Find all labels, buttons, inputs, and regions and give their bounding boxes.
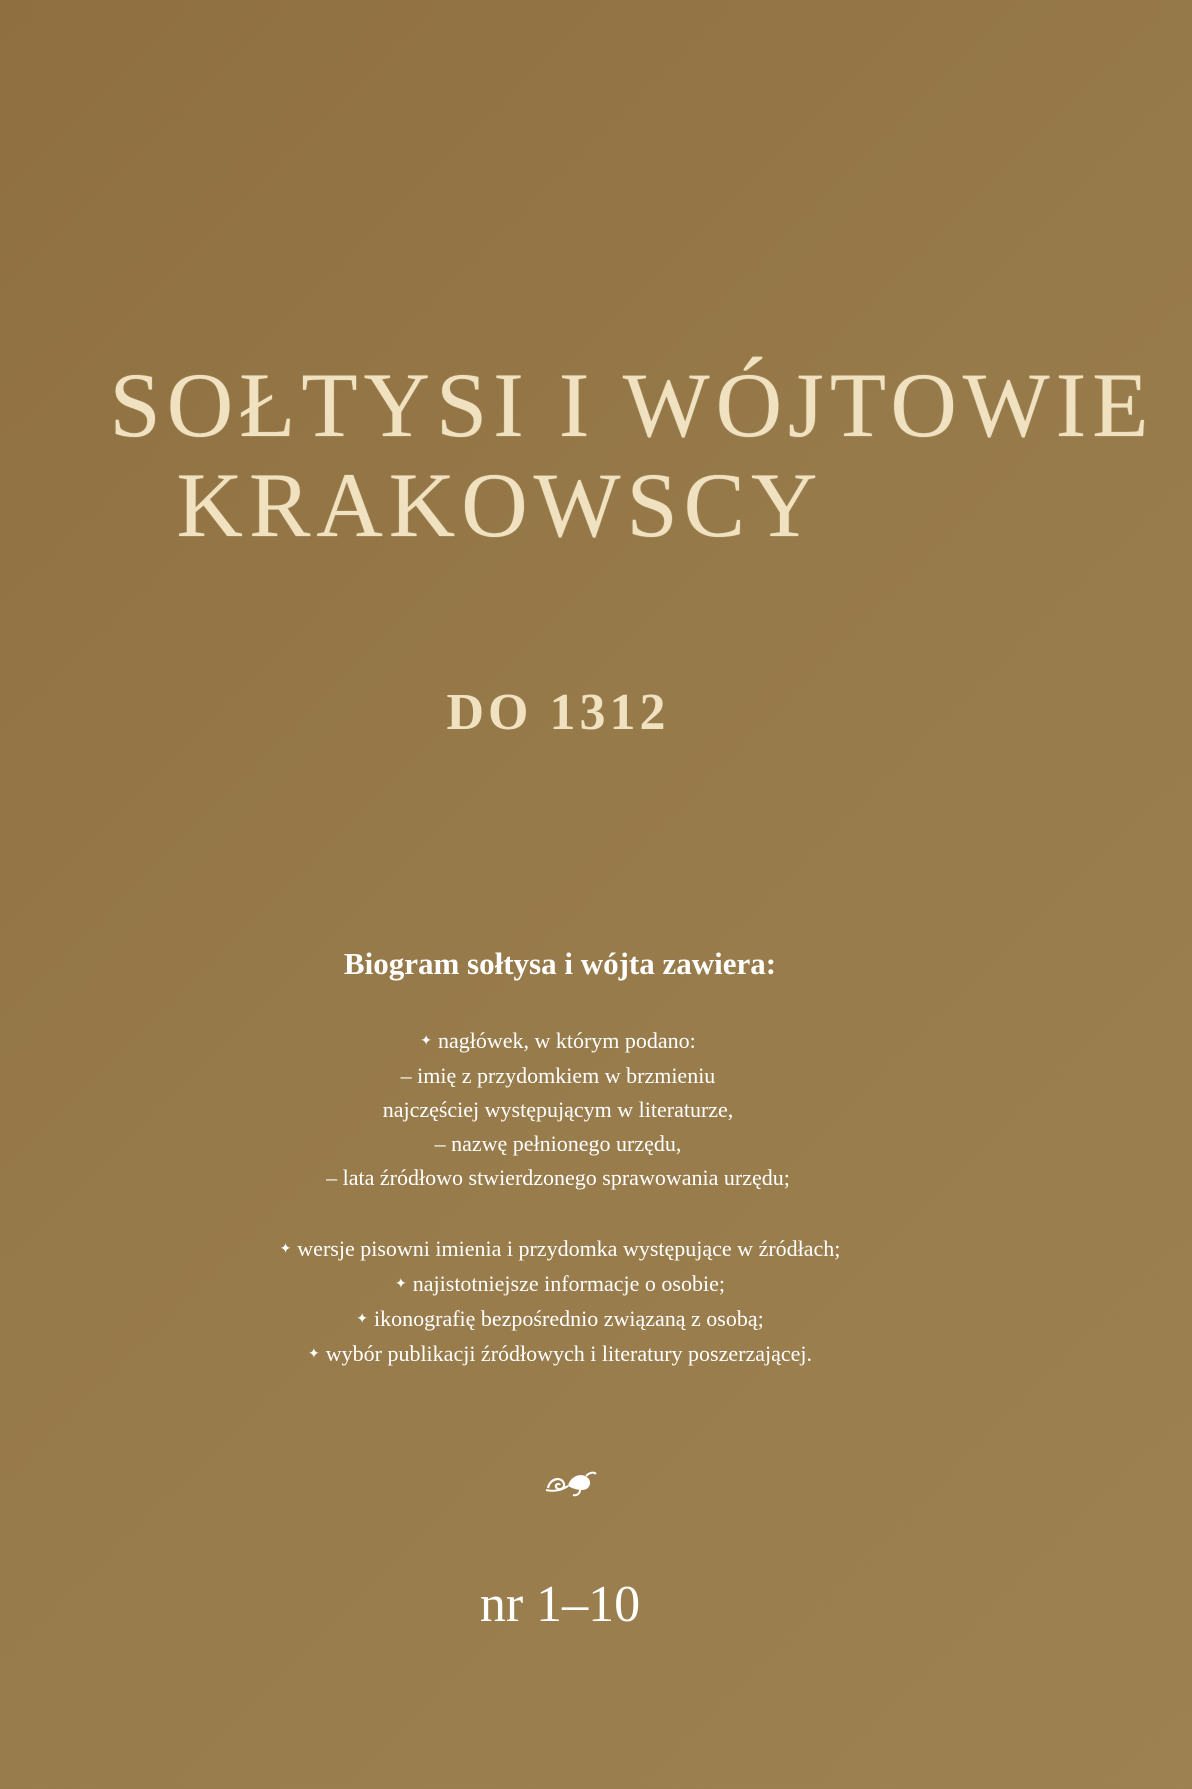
subtitle: DO 1312 (446, 684, 670, 741)
bullet-icon: ✦ (356, 1312, 368, 1327)
header-description-list (0, 1024, 1154, 1195)
list-item: ✦ najistotniejsze informacje o osobie; (395, 1271, 725, 1296)
contents-list (0, 1232, 1156, 1372)
list-item: – imię z przydomkiem w brzmieniu (400, 1063, 716, 1088)
bullet-icon: ✦ (279, 1242, 292, 1257)
list-item: – nazwę pełnionego urzędu, (434, 1131, 682, 1156)
bullet-icon: ✦ (308, 1347, 320, 1362)
list-item (0, 1024, 1154, 1059)
contents-heading: Biogram sołtysa i wójta zawiera: (343, 946, 777, 981)
list-item: ✦ wersje pisowni imienia i przydomka występujące w źródłach; (279, 1236, 841, 1261)
title-line-1: SOŁTYSI I WÓJTOWIE (109, 354, 1155, 456)
list-item: ✦ ikonografię bezpośrednio związaną z osobą; (356, 1306, 764, 1331)
issue-number: nr 1–10 (479, 1576, 641, 1633)
fleuron-icon (540, 1462, 600, 1502)
list-item: ✦ wybór publikacji źródłowych i literatury poszerzającej. (308, 1341, 812, 1366)
title-line-2: KRAKOWSCY (176, 454, 824, 556)
bullet-icon: ✦ (395, 1277, 407, 1292)
list-item: – lata źródłowo stwierdzonego sprawowania urzędu; (326, 1165, 790, 1190)
list-item: najczęściej występującym w literaturze, (382, 1097, 734, 1122)
header-intro: nagłówek, w którym podano: (437, 1028, 696, 1053)
bullet-icon: ✦ (420, 1034, 432, 1049)
